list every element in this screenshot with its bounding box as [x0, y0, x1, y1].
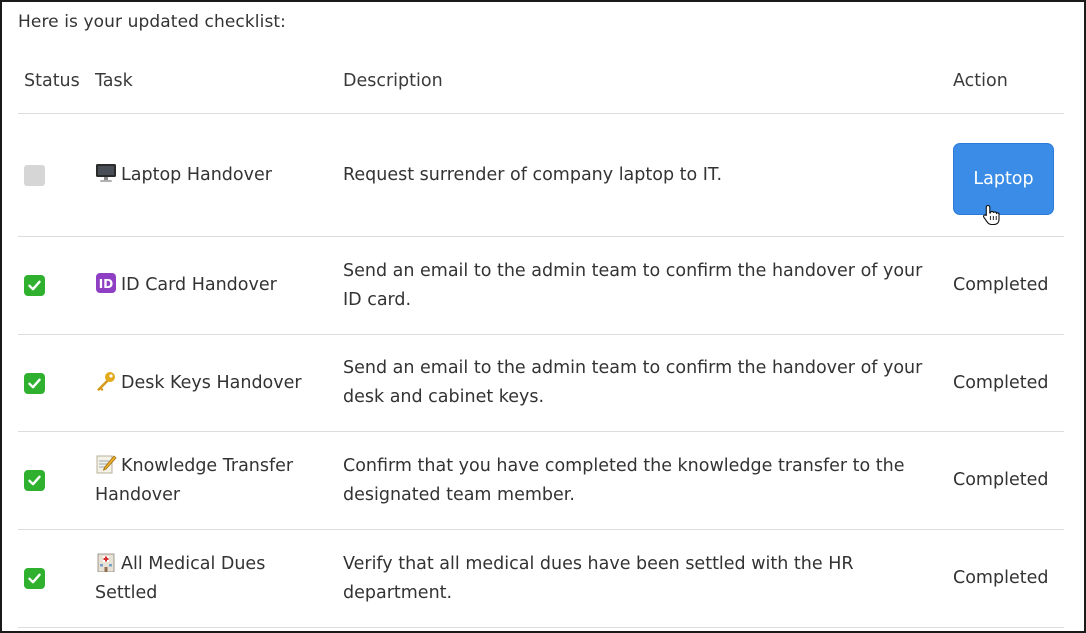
table-row	[18, 335, 1064, 432]
status-completed-text: Completed	[953, 275, 1049, 295]
table-row	[18, 432, 1064, 530]
intro-text: Here is your updated checklist:	[18, 12, 286, 32]
desktop-computer-icon	[95, 163, 117, 183]
status-completed-text: Completed	[953, 568, 1049, 588]
task-description: Verify that all medical dues have been settled with the HR department.	[343, 553, 854, 603]
key-icon	[95, 371, 117, 391]
table-row	[18, 237, 1064, 335]
task-description: Send an email to the admin team to confirm the handover of your desk and cabinet keys.	[343, 358, 923, 407]
check-mark-icon	[24, 470, 45, 491]
memo-icon	[95, 454, 117, 474]
svg-text:ID: ID	[98, 277, 114, 291]
column-header-task: Task	[95, 71, 133, 91]
hand-pointer-cursor-icon	[982, 204, 1000, 226]
column-header-description: Description	[343, 71, 443, 91]
status-checkbox-unchecked[interactable]	[24, 165, 45, 186]
check-mark-icon	[24, 373, 45, 394]
task-name: Knowledge Transfer Handover	[95, 455, 294, 505]
check-mark-icon	[24, 568, 45, 589]
table-row	[18, 114, 1064, 237]
task-description: Send an email to the admin team to confirm the handover of your ID card.	[343, 260, 923, 310]
task-description: Request surrender of company laptop to IT.	[343, 164, 723, 185]
table-header-row	[18, 50, 1064, 114]
task-name: All Medical Dues Settled	[95, 553, 266, 603]
hospital-icon	[95, 552, 117, 572]
table-row	[18, 530, 1064, 628]
column-header-status: Status	[24, 71, 80, 91]
task-name: Laptop Handover	[121, 164, 272, 185]
laptop-action-button[interactable]	[953, 143, 1054, 215]
check-mark-icon	[24, 275, 45, 296]
checklist-table	[18, 50, 1064, 628]
task-name: Desk Keys Handover	[121, 372, 302, 393]
status-completed-text: Completed	[953, 372, 1049, 393]
id-badge-icon	[95, 273, 117, 293]
task-name: ID Card Handover	[121, 275, 277, 295]
laptop-button-label: Laptop	[973, 168, 1034, 189]
task-description: Confirm that you have completed the knowledge transfer to the designated team member.	[343, 455, 905, 505]
column-header-action: Action	[953, 71, 1008, 91]
status-completed-text: Completed	[953, 470, 1049, 490]
